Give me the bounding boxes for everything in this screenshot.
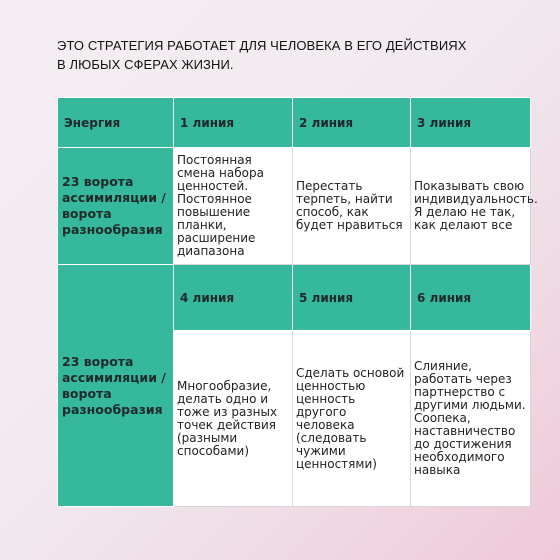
cell-line-3: Показывать свою индивидуальность. Я делаю не так, как делают все: [411, 148, 531, 265]
gate-label-row-1: 23 ворота ассимиляции / ворота разнообразия: [58, 148, 174, 265]
cell-line-6: Слияние, работать через партнерство с другими людьми. Соопека, наставничество до достижения необходимого навыка: [411, 331, 531, 507]
energy-table: [57, 97, 538, 507]
line-6-header: 6 линия: [411, 265, 531, 331]
energy-header: Энергия: [58, 98, 174, 148]
header-row-2: [58, 265, 531, 331]
header-row-1: [58, 98, 531, 148]
line-5-header: 5 линия: [293, 265, 411, 331]
cell-line-2: Перестать терпеть, найти способ, как будет нравиться: [293, 148, 411, 265]
heading-line-1: ЭТО СТРАТЕГИЯ РАБОТАЕТ ДЛЯ ЧЕЛОВЕКА В ЕГО ДЕЙСТВИЯХ: [57, 38, 467, 53]
cell-line-4: Многообразие, делать одно и тоже из разных точек действия (разными способами): [174, 331, 293, 507]
cell-line-1: Постоянная смена набора ценностей. Постоянное повышение планки, расширение диапазона: [174, 148, 293, 265]
line-2-header: 2 линия: [293, 98, 411, 148]
cell-line-5: Сделать основой ценностью ценность другого человека (следовать чужими ценностями): [293, 331, 411, 507]
line-1-header: 1 линия: [174, 98, 293, 148]
gate-label-row-2: 23 ворота ассимиляции /ворота разнообразия: [58, 265, 174, 507]
page-heading: [57, 36, 527, 74]
heading-line-2: В ЛЮБЫХ СФЕРАХ ЖИЗНИ.: [57, 57, 234, 72]
data-row-1: [58, 148, 531, 265]
line-3-header: 3 линия: [411, 98, 531, 148]
line-4-header: 4 линия: [174, 265, 293, 331]
